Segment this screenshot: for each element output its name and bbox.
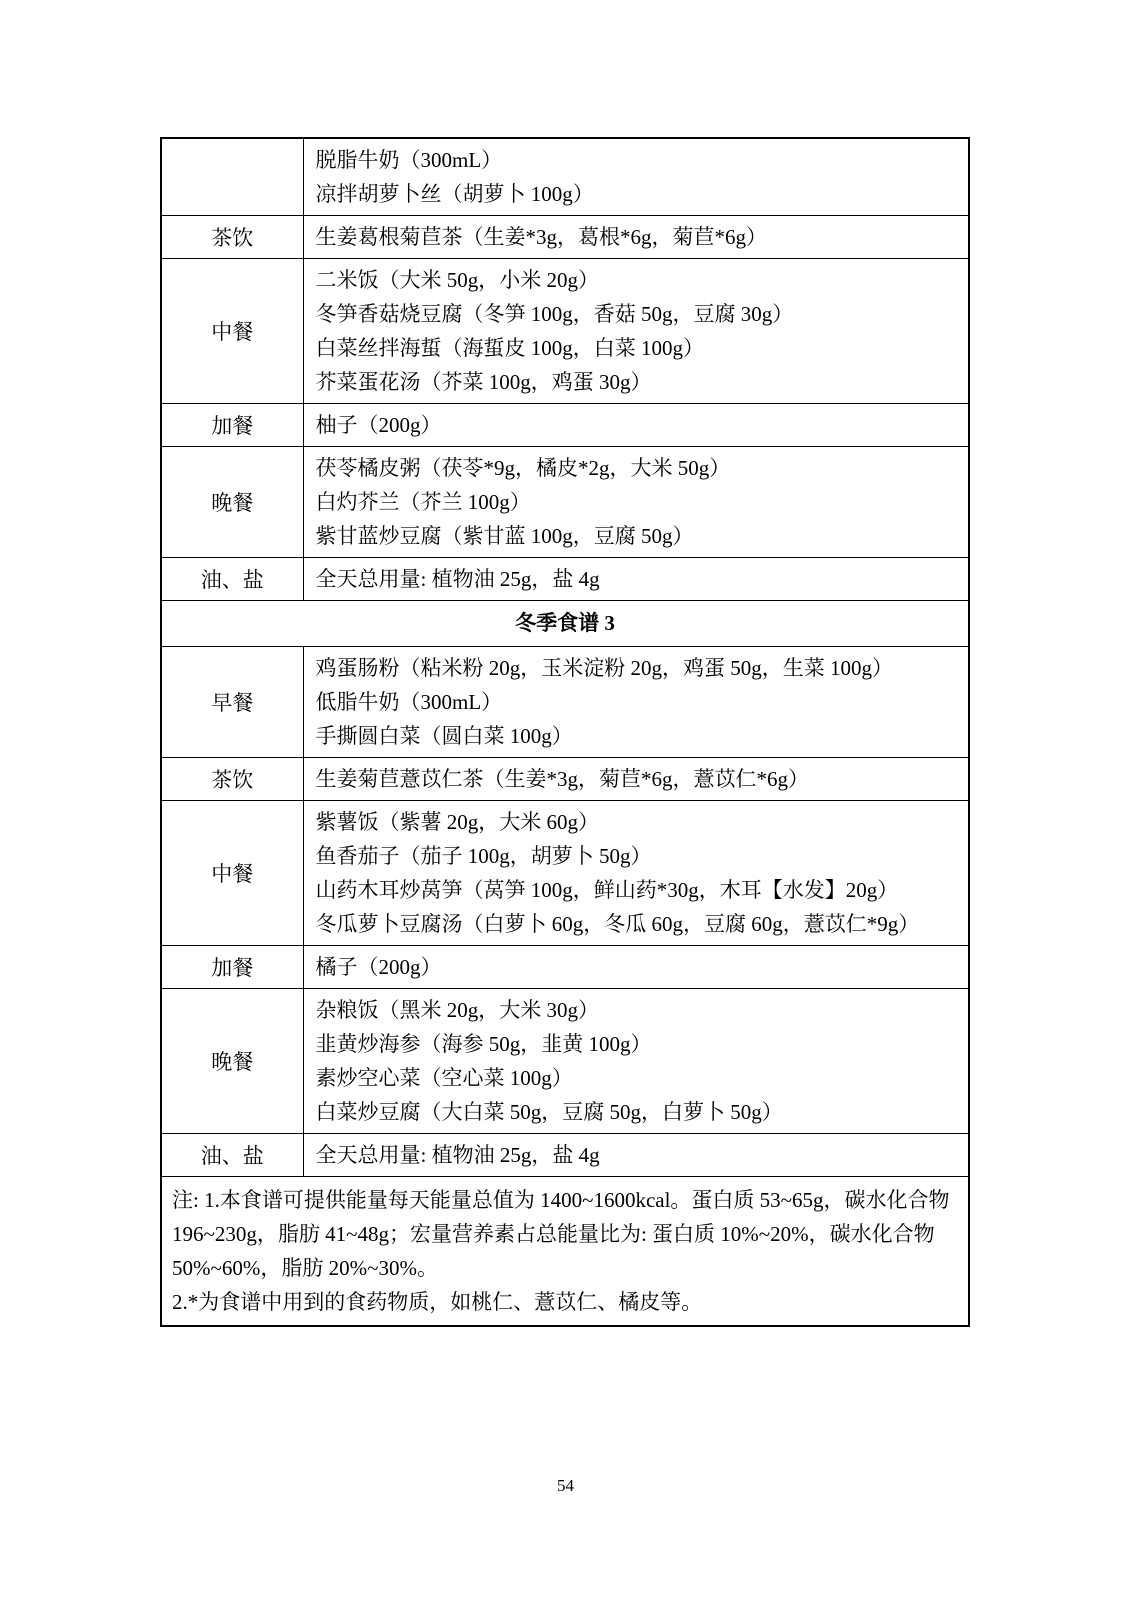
table-row-oil-salt-a [161, 558, 969, 601]
dish-line: 二米饭（大米 50g，小米 20g） [315, 268, 599, 292]
table-row-tea-a [161, 216, 969, 259]
meal-items [303, 404, 969, 447]
dish-line: 低脂牛奶（300mL） [315, 690, 503, 714]
meal-label [161, 138, 303, 216]
meal-label: 茶饮 [161, 216, 303, 259]
meal-items [303, 989, 969, 1134]
page-number: 54 [557, 1476, 574, 1495]
dish-line: 冬笋香菇烧豆腐（冬笋 100g，香菇 50g，豆腐 30g） [315, 302, 794, 326]
dish-line: 杂粮饭（黑米 20g，大米 30g） [315, 998, 599, 1022]
dish-line: 柚子（200g） [315, 413, 442, 437]
meal-label: 晚餐 [161, 989, 303, 1134]
table-row-lunch-b [161, 801, 969, 946]
meal-label: 晚餐 [161, 447, 303, 558]
table-row-breakfast-continued [161, 138, 969, 216]
winter-diet-table [160, 137, 970, 1327]
dish-line: 冬瓜萝卜豆腐汤（白萝卜 60g，冬瓜 60g，豆腐 60g，薏苡仁*9g） [315, 912, 920, 936]
table-row-notes [161, 1177, 969, 1327]
table-row-dinner-a [161, 447, 969, 558]
meal-items [303, 801, 969, 946]
table-row-tea-b [161, 758, 969, 801]
dish-line: 全天总用量: 植物油 25g，盐 4g [315, 1143, 600, 1167]
dish-line: 茯苓橘皮粥（茯苓*9g，橘皮*2g，大米 50g） [315, 456, 731, 480]
table-row-section-header [161, 601, 969, 647]
meal-label: 中餐 [161, 259, 303, 404]
dish-line: 生姜菊苣薏苡仁茶（生姜*3g，菊苣*6g，薏苡仁*6g） [315, 767, 809, 791]
dish-line: 紫薯饭（紫薯 20g，大米 60g） [315, 810, 599, 834]
dish-line: 鱼香茄子（茄子 100g，胡萝卜 50g） [315, 844, 652, 868]
dish-line: 芥菜蛋花汤（芥菜 100g，鸡蛋 30g） [315, 370, 652, 394]
dish-line: 白菜丝拌海蜇（海蜇皮 100g，白菜 100g） [315, 336, 704, 360]
dish-line: 手撕圆白菜（圆白菜 100g） [315, 724, 573, 748]
meal-items [303, 558, 969, 601]
table-row-dinner-b [161, 989, 969, 1134]
meal-items [303, 647, 969, 758]
notes [161, 1177, 969, 1327]
dish-line: 凉拌胡萝卜丝（胡萝卜 100g） [315, 182, 594, 206]
table-row-snack-a [161, 404, 969, 447]
note-asterisk: 2.*为食谱中用到的食药物质，如桃仁、薏苡仁、橘皮等。 [172, 1290, 703, 1314]
meal-items [303, 946, 969, 989]
dish-line: 山药木耳炒莴笋（莴笋 100g，鲜山药*30g，木耳【水发】20g） [315, 878, 899, 902]
meal-label: 加餐 [161, 946, 303, 989]
dish-line: 鸡蛋肠粉（粘米粉 20g，玉米淀粉 20g，鸡蛋 50g，生菜 100g） [315, 656, 893, 680]
dish-line: 紫甘蓝炒豆腐（紫甘蓝 100g，豆腐 50g） [315, 524, 694, 548]
table-row-snack-b [161, 946, 969, 989]
dish-line: 橘子（200g） [315, 955, 442, 979]
section-title: 冬季食谱 3 [161, 601, 969, 647]
meal-label: 油、盐 [161, 1134, 303, 1177]
dish-line: 脱脂牛奶（300mL） [315, 148, 503, 172]
meal-label: 早餐 [161, 647, 303, 758]
meal-items [303, 259, 969, 404]
meal-label: 油、盐 [161, 558, 303, 601]
meal-items [303, 216, 969, 259]
table-row-lunch-a [161, 259, 969, 404]
table-row-breakfast-b [161, 647, 969, 758]
meal-label: 加餐 [161, 404, 303, 447]
dish-line: 白菜炒豆腐（大白菜 50g，豆腐 50g，白萝卜 50g） [315, 1100, 783, 1124]
meal-items [303, 1134, 969, 1177]
dish-line: 白灼芥兰（芥兰 100g） [315, 490, 531, 514]
dish-line: 韭黄炒海参（海参 50g，韭黄 100g） [315, 1032, 652, 1056]
dish-line: 素炒空心菜（空心菜 100g） [315, 1066, 573, 1090]
meal-items [303, 138, 969, 216]
dish-line: 生姜葛根菊苣茶（生姜*3g，葛根*6g，菊苣*6g） [315, 225, 767, 249]
meal-label: 茶饮 [161, 758, 303, 801]
note-energy: 注: 1.本食谱可提供能量每天能量总值为 1400~1600kcal。蛋白质 53~65g，碳水化合物 196~230g，脂肪 41~48g；宏量营养素占总能量比为: 蛋白质 10%~20%，碳水化合物 50%~60%，脂肪 20%~30%。 [172, 1188, 950, 1280]
meal-items [303, 758, 969, 801]
table-row-oil-salt-b [161, 1134, 969, 1177]
meal-label: 中餐 [161, 801, 303, 946]
dish-line: 全天总用量: 植物油 25g，盐 4g [315, 567, 600, 591]
meal-items [303, 447, 969, 558]
